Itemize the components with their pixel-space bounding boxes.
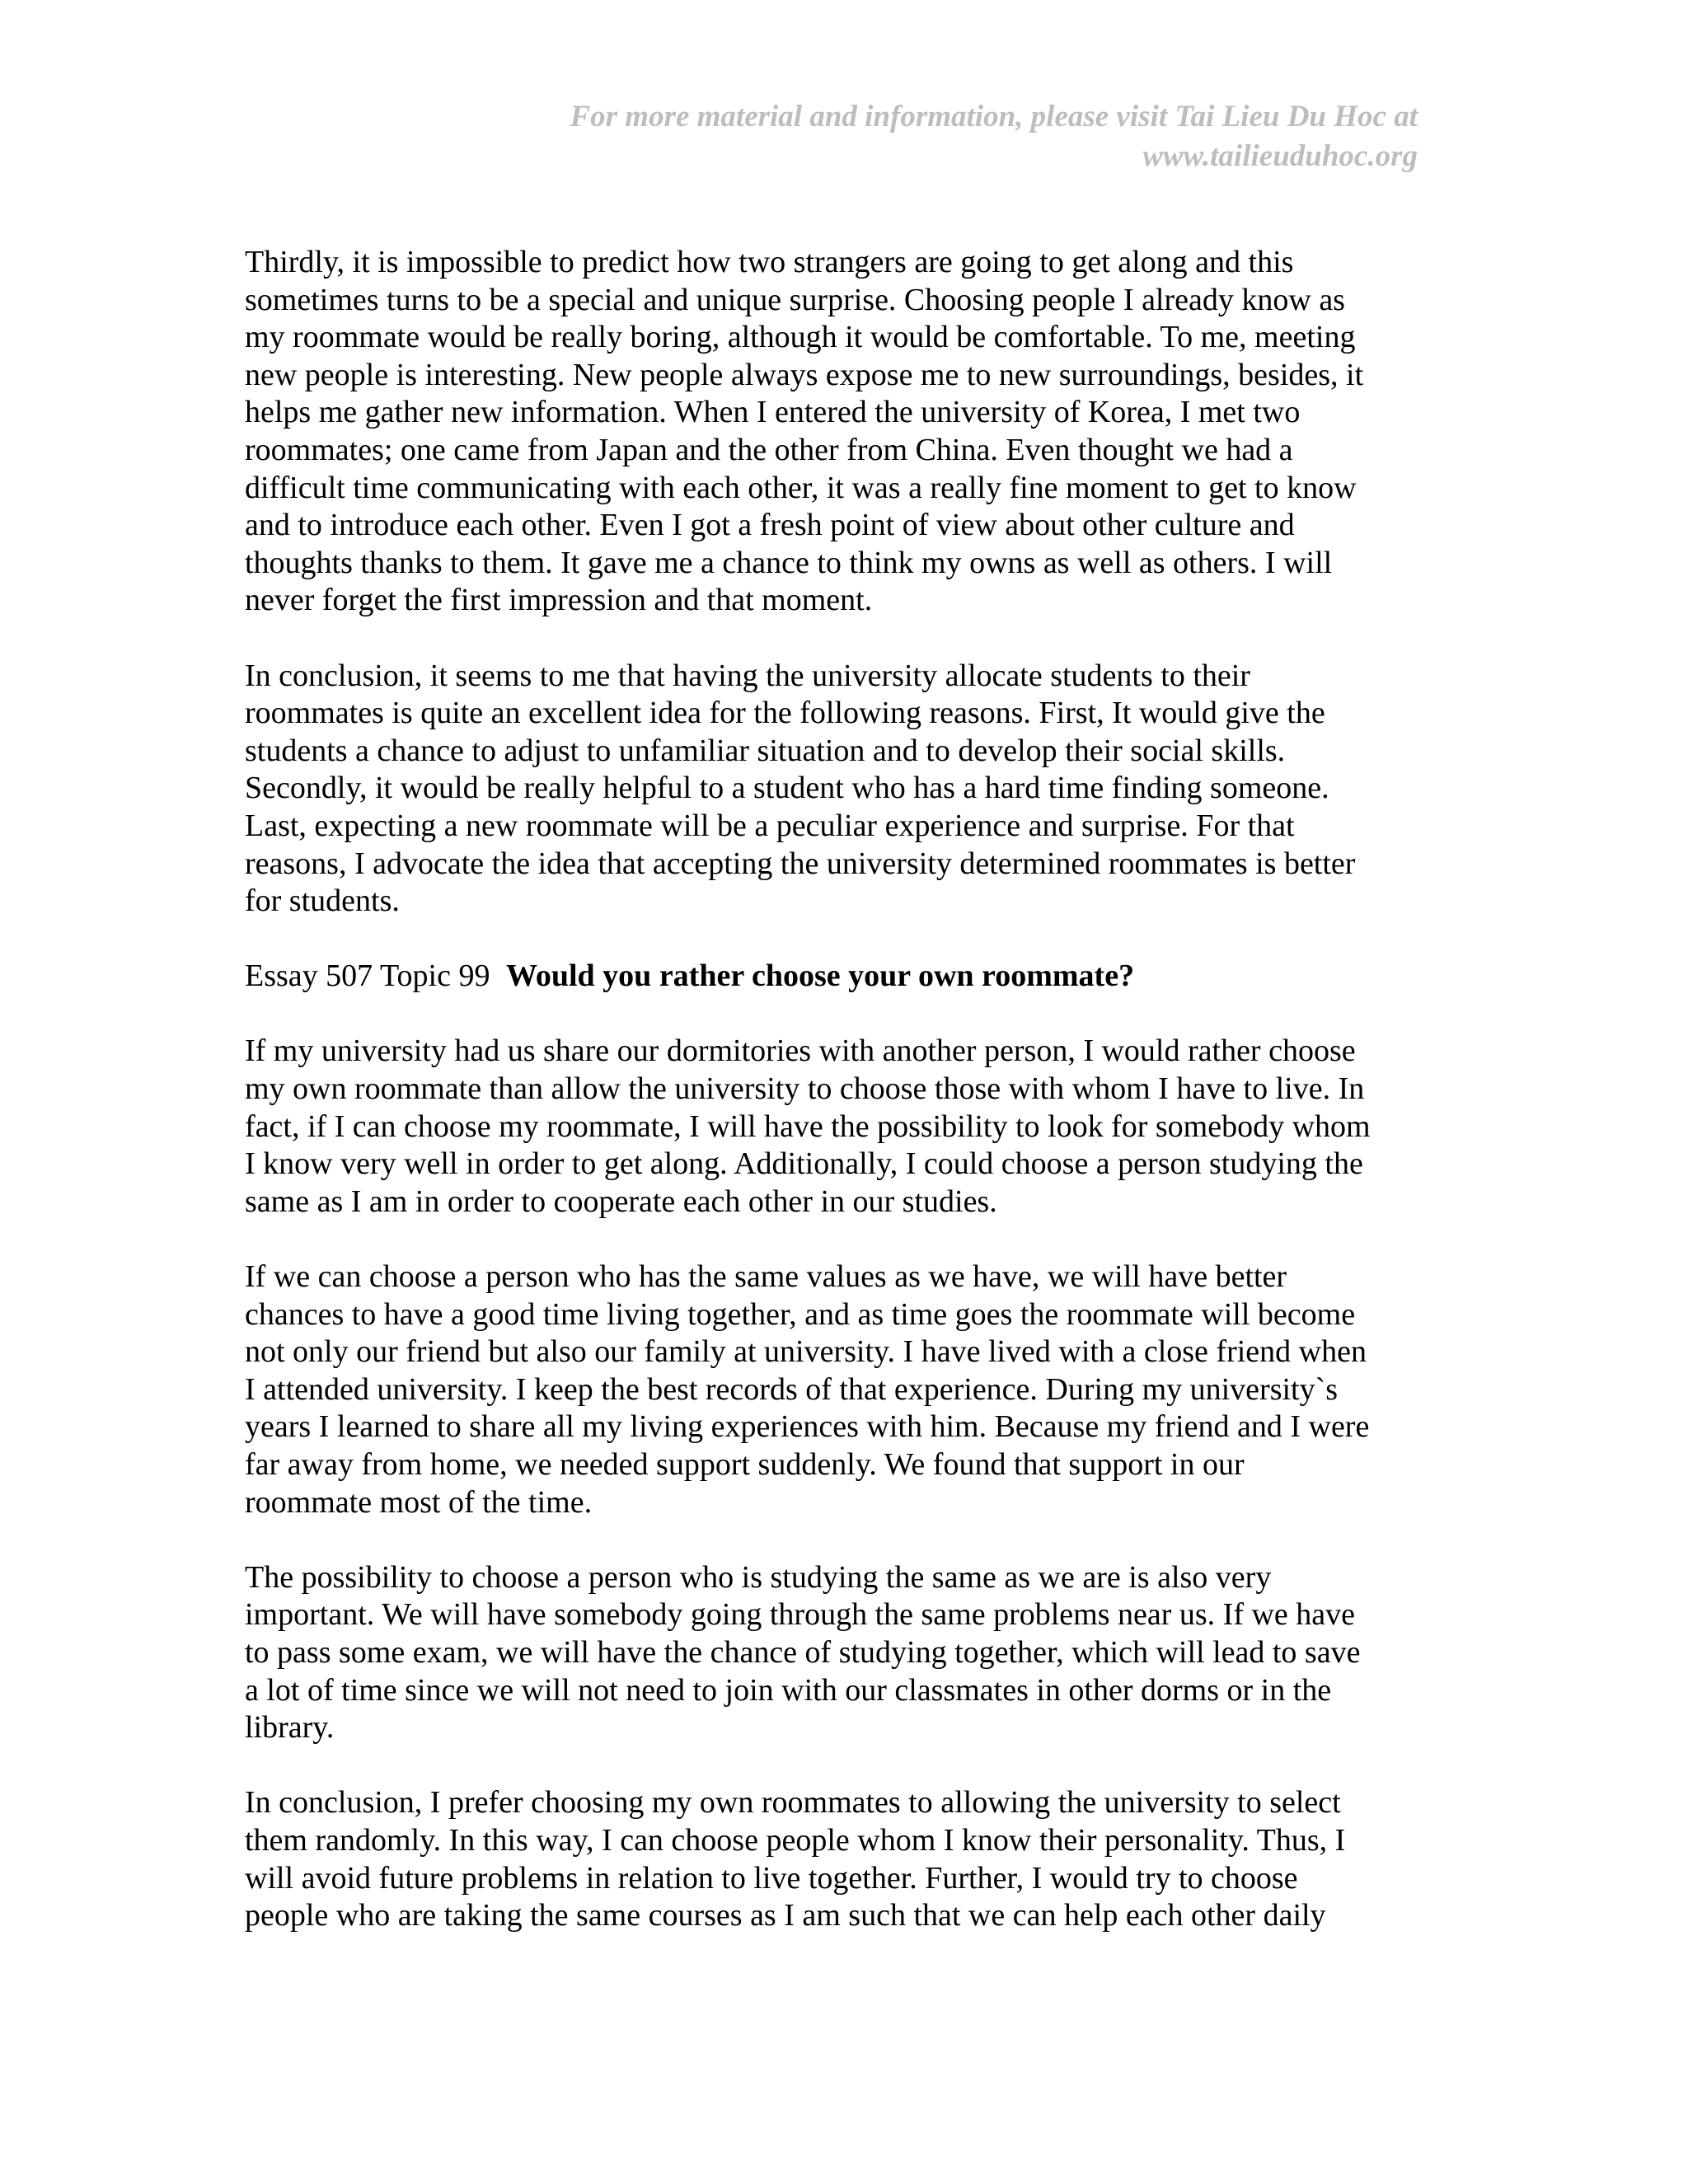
- text-line: them randomly. In this way, I can choose people whom I know their personality. Thus, I: [245, 1822, 1346, 1858]
- text-line: Thirdly, it is impossible to predict how two strangers are going to get along and this: [245, 245, 1294, 279]
- text-line: students a chance to adjust to unfamiliar situation and to develop their social skills.: [245, 733, 1286, 768]
- header-url: www.tailieuduhoc.org: [1142, 139, 1418, 173]
- text-line: same as I am in order to cooperate each other in our studies.: [245, 1183, 997, 1219]
- paragraph: [245, 658, 1432, 921]
- text-line: In conclusion, it seems to me that having the university allocate students to their: [245, 658, 1250, 693]
- text-line: I know very well in order to get along. Additionally, I could choose a person studying the: [245, 1146, 1363, 1182]
- text-line: The possibility to choose a person who is studying the same as we are is also very: [245, 1559, 1272, 1595]
- text-line: never forget the first impression and that moment.: [245, 583, 873, 618]
- text-line: Last, expecting a new roommate will be a peculiar experience and surprise. For that: [245, 808, 1295, 843]
- header-line-1: For more material and information, please visit Tai Lieu Du Hoc at: [570, 100, 1418, 134]
- text-line: not only our friend but also our family at university. I have lived with a close friend when: [245, 1334, 1367, 1370]
- text-line: If we can choose a person who has the same values as we have, we will have better: [245, 1259, 1287, 1295]
- text-line: people who are taking the same courses as I am such that we can help each other daily: [245, 1898, 1326, 1933]
- text-line: chances to have a good time living together, and as time goes the roommate will become: [245, 1296, 1356, 1332]
- page-header: [429, 97, 1418, 176]
- paragraph: [245, 1559, 1432, 1747]
- text-line: new people is interesting. New people always expose me to new surroundings, besides, it: [245, 357, 1364, 392]
- text-line: library.: [245, 1710, 335, 1746]
- paragraph: [245, 1258, 1432, 1521]
- text-line: In conclusion, I prefer choosing my own roommates to allowing the university to select: [245, 1785, 1341, 1821]
- text-line: and to introduce each other. Even I got a fresh point of view about other culture and: [245, 508, 1295, 543]
- text-line: a lot of time since we will not need to join with our classmates in other dorms or in the: [245, 1672, 1332, 1708]
- essay-heading: [245, 958, 1432, 996]
- text-line: far away from home, we needed support suddenly. We found that support in our: [245, 1447, 1245, 1482]
- text-line: fact, if I can choose my roommate, I will have the possibility to look for somebody whom: [245, 1108, 1371, 1144]
- text-line: reasons, I advocate the idea that accepting the university determined roommates is better: [245, 846, 1356, 881]
- paragraphs-before-heading: [245, 244, 1432, 921]
- text-line: If my university had us share our dormitories with another person, I would rather choose: [245, 1033, 1356, 1069]
- text-line: I attended university. I keep the best records of that experience. During my university`s: [245, 1371, 1339, 1407]
- document-body: [245, 244, 1432, 1972]
- text-line: to pass some exam, we will have the chance of studying together, which will lead to save: [245, 1634, 1361, 1670]
- text-line: roommate most of the time.: [245, 1484, 593, 1520]
- text-line: difficult time communicating with each other, it was a really fine moment to get to know: [245, 470, 1357, 505]
- text-line: years I learned to share all my living experiences with him. Because my friend and I were: [245, 1409, 1370, 1445]
- text-line: my roommate would be really boring, although it would be comfortable. To me, meeting: [245, 320, 1356, 355]
- paragraphs-after-heading: [245, 1033, 1432, 1934]
- text-line: important. We will have somebody going through the same problems near us. If we have: [245, 1597, 1356, 1633]
- text-line: sometimes turns to be a special and unique surprise. Choosing people I already know as: [245, 282, 1345, 317]
- text-line: my own roommate than allow the university to choose those with whom I have to live. In: [245, 1071, 1365, 1107]
- paragraph: [245, 1784, 1432, 1934]
- text-line: roommates; one came from Japan and the other from China. Even thought we had a: [245, 432, 1293, 467]
- text-line: Secondly, it would be really helpful to a student who has a hard time finding someone.: [245, 771, 1329, 806]
- paragraph: [245, 1033, 1432, 1221]
- text-line: for students.: [245, 883, 400, 919]
- essay-title: Would you rather choose your own roommate?: [505, 958, 1135, 994]
- text-line: thoughts thanks to them. It gave me a chance to think my owns as well as others. I will: [245, 545, 1333, 580]
- text-line: will avoid future problems in relation to live together. Further, I would try to choose: [245, 1860, 1298, 1896]
- text-line: roommates is quite an excellent idea for the following reasons. First, It would give the: [245, 696, 1325, 731]
- essay-label: Essay 507 Topic 99: [245, 958, 490, 994]
- text-line: helps me gather new information. When I entered the university of Korea, I met two: [245, 395, 1301, 430]
- paragraph: [245, 244, 1432, 620]
